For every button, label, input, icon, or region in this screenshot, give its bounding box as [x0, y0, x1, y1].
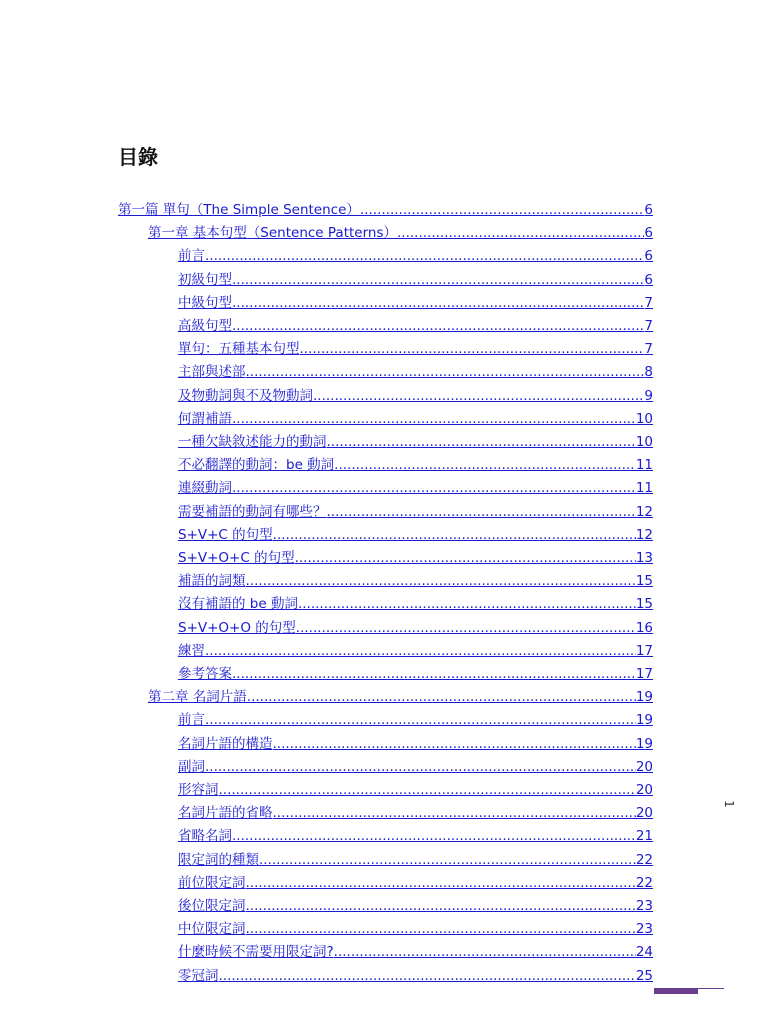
toc-dot-leader: [273, 733, 636, 756]
toc-entry-page: 21: [635, 828, 653, 845]
toc-entry[interactable]: [178, 269, 653, 292]
toc-dot-leader: [360, 199, 645, 222]
toc-entry[interactable]: [178, 872, 653, 895]
toc-entry[interactable]: [178, 547, 653, 570]
toc-entry-title: 一種欠缺敘述能力的動詞: [178, 434, 327, 450]
toc-entry-page: 19: [635, 735, 653, 752]
toc-entry-page: 6: [644, 225, 653, 242]
toc-entry-page: 23: [635, 898, 653, 914]
toc-dot-leader: [334, 454, 636, 477]
toc-entry[interactable]: [178, 570, 653, 593]
toc-entry[interactable]: [178, 756, 653, 779]
toc-entry-title: 不必翻譯的動詞：be 動詞: [178, 457, 335, 474]
toc-entry-page: 12: [635, 526, 653, 543]
toc-entry-page: 22: [635, 874, 653, 891]
toc-dot-leader: [246, 895, 636, 918]
toc-entry-title: 第一篇 單句（The Simple Sentence）: [118, 202, 360, 218]
toc-entry[interactable]: [178, 593, 653, 616]
toc-entry-page: 11: [635, 480, 653, 497]
toc-entry-title: 限定詞的種類: [178, 851, 259, 868]
toc-entry-page: 7: [644, 294, 653, 311]
toc-entry-page: 16: [635, 619, 653, 636]
toc-dot-leader: [232, 315, 644, 338]
toc-entry-title: 何謂補語: [178, 410, 232, 427]
toc-entry-title: S+V+O+O 的句型: [178, 619, 296, 636]
toc-entry-page: 7: [644, 341, 653, 358]
toc-entry-title: 省略名詞: [178, 828, 232, 845]
toc-entry-page: 20: [635, 782, 653, 798]
toc-entry-title: 沒有補語的 be 動詞: [178, 596, 298, 613]
toc-dot-leader: [232, 269, 644, 292]
toc-entry[interactable]: [178, 779, 653, 802]
toc-entry-page: 19: [635, 689, 653, 706]
toc-entry-title: 後位限定詞: [178, 898, 246, 914]
toc-entry-page: 7: [644, 318, 653, 334]
toc-entry[interactable]: [178, 385, 653, 408]
toc-entry-title: 中級句型: [178, 294, 232, 311]
toc-entry[interactable]: [148, 222, 653, 245]
toc-dot-leader: [298, 593, 636, 616]
toc-entry-page: 8: [644, 364, 653, 381]
toc-dot-leader: [246, 872, 636, 895]
toc-entry[interactable]: [178, 849, 653, 872]
toc-entry-page: 10: [635, 410, 653, 427]
toc-dot-leader: [232, 292, 644, 315]
toc-dot-leader: [273, 524, 636, 547]
toc-entry[interactable]: [178, 965, 653, 988]
toc-dot-leader: [259, 849, 636, 872]
toc-entry[interactable]: [148, 686, 653, 709]
toc-dot-leader: [334, 941, 636, 964]
toc-entry-page: 10: [635, 434, 653, 450]
toc-entry-page: 17: [635, 666, 653, 682]
toc-entry-title: 前位限定詞: [178, 874, 246, 891]
toc-dot-leader: [219, 965, 636, 988]
toc-dot-leader: [205, 245, 644, 268]
toc-entry[interactable]: [178, 802, 653, 825]
toc-dot-leader: [327, 501, 636, 524]
toc-entry[interactable]: [178, 663, 653, 686]
toc-entry[interactable]: [178, 709, 653, 732]
toc-entry-page: 23: [635, 921, 653, 938]
toc-entry-page: 6: [644, 248, 653, 265]
toc-dot-leader: [313, 385, 644, 408]
toc-entry-page: 13: [635, 550, 653, 566]
toc-heading: 目錄: [118, 145, 158, 169]
toc-entry[interactable]: [178, 733, 653, 756]
toc-dot-leader: [296, 617, 636, 640]
toc-entry-title: S+V+C 的句型: [178, 526, 273, 543]
toc-entry-page: 15: [635, 596, 653, 613]
toc-entry[interactable]: [178, 895, 653, 918]
toc-entry[interactable]: [118, 199, 653, 222]
footer-accent-bar: [654, 989, 698, 994]
toc-entry-title: 主部與述部: [178, 364, 246, 381]
toc-entry-title: 參考答案: [178, 666, 232, 682]
toc-entry-page: 15: [635, 573, 653, 590]
toc-entry[interactable]: [178, 292, 653, 315]
toc-dot-leader: [205, 640, 636, 663]
toc-entry[interactable]: [178, 338, 653, 361]
toc-dot-leader: [232, 408, 636, 431]
toc-entry-page: 11: [635, 457, 653, 474]
toc-entry-title: 什麼時候不需要用限定詞?: [178, 944, 334, 961]
toc-entry[interactable]: [178, 245, 653, 268]
toc-entry-page: 9: [644, 387, 653, 404]
toc-entry-title: 及物動詞與不及物動詞: [178, 387, 313, 404]
toc-entry-title: 初級句型: [178, 271, 232, 288]
toc-entry-page: 22: [635, 851, 653, 868]
toc-entry-title: 中位限定詞: [178, 921, 246, 938]
toc-dot-leader: [205, 756, 636, 779]
toc-dot-leader: [300, 338, 645, 361]
toc-entry-title: S+V+O+C 的句型: [178, 550, 295, 566]
toc-dot-leader: [232, 825, 636, 848]
toc-entry-page: 19: [635, 712, 653, 729]
toc-entry-page: 6: [644, 202, 653, 218]
toc-entry-title: 形容詞: [178, 782, 219, 798]
toc-entry-page: 6: [644, 271, 653, 288]
toc-entry-title: 第二章 名詞片語: [148, 689, 247, 706]
toc-entry[interactable]: [178, 315, 653, 338]
toc-entry[interactable]: [178, 361, 653, 384]
toc-dot-leader: [295, 547, 636, 570]
toc-entry[interactable]: [178, 941, 653, 964]
toc-dot-leader: [246, 361, 645, 384]
toc-entry[interactable]: [178, 501, 653, 524]
toc-entry[interactable]: [178, 825, 653, 848]
toc-dot-leader: [397, 222, 644, 245]
toc-entry-title: 連綴動詞: [178, 480, 232, 497]
toc-entry-title: 名詞片語的省略: [178, 805, 273, 822]
toc-dot-leader: [273, 802, 636, 825]
toc-dot-leader: [232, 663, 636, 686]
toc-entry-title: 名詞片語的構造: [178, 735, 273, 752]
toc-entry-title: 補語的詞類: [178, 573, 246, 590]
toc-entry-title: 單句：五種基本句型: [178, 341, 300, 358]
toc-entry-title: 前言: [178, 248, 205, 265]
toc-entry-title: 前言: [178, 712, 205, 729]
toc-entry[interactable]: [178, 640, 653, 663]
toc-entry[interactable]: [178, 918, 653, 941]
toc-entry-page: 20: [635, 758, 653, 775]
toc-dot-leader: [219, 779, 636, 802]
page-number: 1: [722, 800, 736, 808]
toc-entry-title: 第一章 基本句型（Sentence Patterns）: [148, 225, 397, 242]
toc-entry-page: 17: [635, 642, 653, 659]
toc-entry-title: 練習: [178, 642, 205, 659]
toc-dot-leader: [246, 570, 636, 593]
toc-entry-title: 需要補語的動詞有哪些？: [178, 503, 327, 520]
toc-dot-leader: [246, 918, 636, 941]
toc-entry[interactable]: [178, 408, 653, 431]
toc-entry[interactable]: [178, 617, 653, 640]
toc-dot-leader: [327, 431, 636, 454]
toc-entry-title: 副詞: [178, 758, 205, 775]
toc-entry-title: 零冠詞: [178, 967, 219, 984]
toc-entry[interactable]: [178, 454, 653, 477]
toc-dot-leader: [247, 686, 636, 709]
toc-entry-page: 20: [635, 805, 653, 822]
toc-entry[interactable]: [178, 524, 653, 547]
toc-entry-page: 25: [635, 967, 653, 984]
toc-entry-title: 高級句型: [178, 318, 232, 334]
toc-entry-page: 12: [635, 503, 653, 520]
toc-dot-leader: [205, 709, 636, 732]
toc-entry[interactable]: [178, 431, 653, 454]
toc-dot-leader: [232, 477, 636, 500]
toc-entry-page: 24: [635, 944, 653, 961]
toc-entry[interactable]: [178, 477, 653, 500]
